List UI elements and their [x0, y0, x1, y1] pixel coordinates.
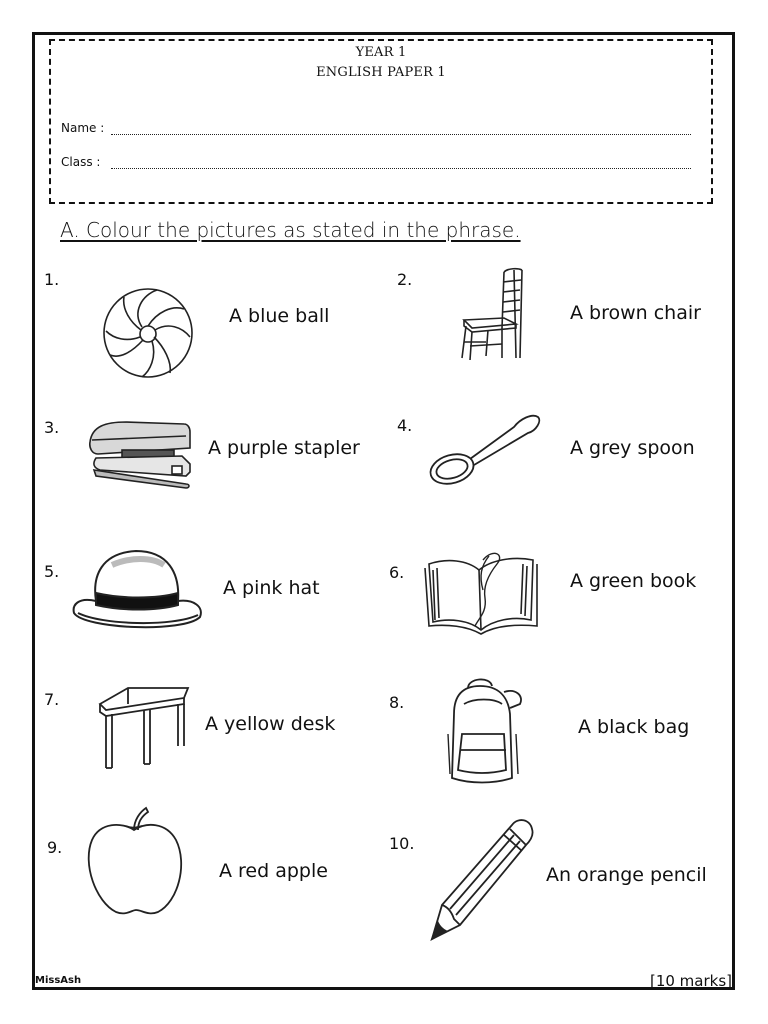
brand-label: MissAsh [35, 975, 82, 986]
item-number: 9. [47, 838, 63, 857]
name-field[interactable] [61, 121, 691, 135]
class-label: Class : [61, 155, 101, 169]
apple-icon [86, 806, 184, 922]
item-number: 8. [389, 693, 405, 712]
item-number: 10. [389, 834, 415, 853]
item-phrase: A green book [570, 570, 697, 592]
desk-icon [98, 684, 190, 774]
book-icon [423, 546, 539, 638]
item-number: 1. [44, 270, 60, 289]
item-phrase: A brown chair [570, 302, 701, 324]
section-title: A. Colour the pictures as stated in the phrase. [60, 218, 521, 242]
class-field[interactable] [61, 155, 691, 169]
item-phrase: An orange pencil [546, 864, 707, 886]
item-phrase: A red apple [219, 860, 328, 882]
header-box [49, 39, 713, 204]
bag-icon [444, 674, 526, 790]
class-line[interactable] [111, 158, 691, 169]
ball-icon [102, 287, 194, 383]
item-phrase: A yellow desk [205, 713, 336, 735]
marks-label: [10 marks] [649, 972, 732, 990]
item-phrase: A black bag [578, 716, 690, 738]
item-number: 4. [397, 416, 413, 435]
chair-icon [458, 268, 530, 366]
item-phrase: A grey spoon [570, 437, 695, 459]
item-phrase: A pink hat [223, 577, 320, 599]
name-label: Name : [61, 121, 105, 135]
item-phrase: A purple stapler [208, 437, 360, 459]
item-number: 7. [44, 690, 60, 709]
year-label: YEAR 1 [355, 45, 407, 60]
hat-icon [72, 545, 204, 639]
stapler-icon [86, 418, 192, 494]
item-phrase: A blue ball [229, 305, 330, 327]
item-number: 3. [44, 418, 60, 437]
item-number: 6. [389, 563, 405, 582]
name-line[interactable] [111, 124, 691, 135]
item-number: 2. [397, 270, 413, 289]
item-number: 5. [44, 562, 60, 581]
pencil-icon [430, 815, 534, 945]
paper-title: ENGLISH PAPER 1 [316, 65, 446, 80]
spoon-icon [428, 405, 542, 493]
